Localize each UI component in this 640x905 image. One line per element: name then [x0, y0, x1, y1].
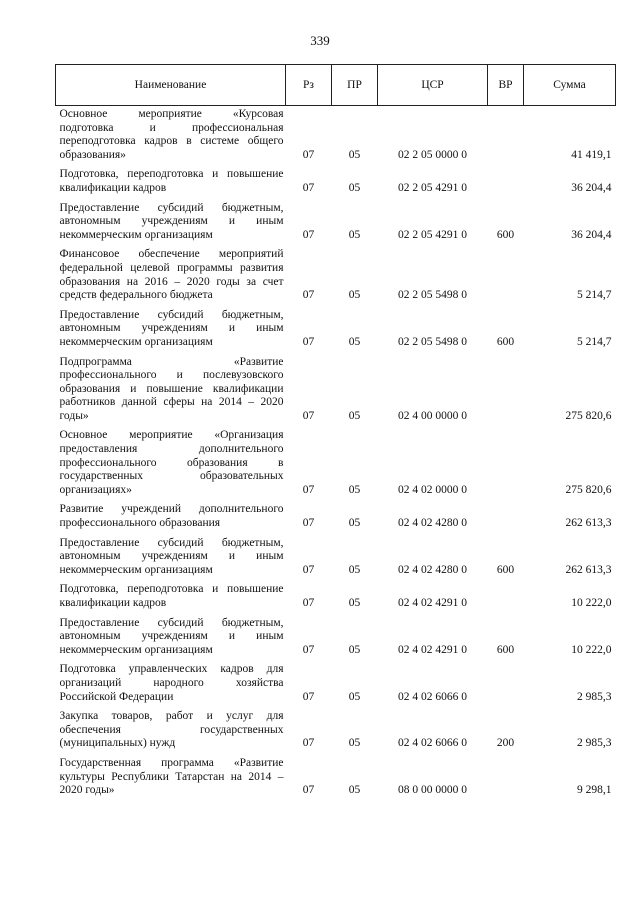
row-sum: 5 214,7: [577, 335, 612, 348]
header-sum: Сумма: [524, 65, 616, 106]
row-rz: 07: [302, 148, 315, 161]
row-sum: 2 985,3: [577, 737, 612, 750]
row-pr: 05: [348, 483, 361, 496]
row-sum: 36 204,4: [571, 181, 612, 194]
header-csr: ЦСР: [378, 65, 488, 106]
table-row: [56, 661, 616, 708]
row-sum: 9 298,1: [577, 784, 612, 797]
table-row: [56, 166, 616, 199]
row-rz: 07: [302, 228, 315, 241]
row-rz: 07: [302, 483, 315, 496]
row-rz: 07: [302, 784, 315, 797]
row-pr: 05: [348, 148, 361, 161]
header-rz: Рз: [286, 65, 332, 106]
row-csr: 02 4 02 4291 0: [398, 597, 467, 609]
row-pr: 05: [348, 643, 361, 656]
row-csr: 02 2 05 4291 0: [398, 228, 467, 241]
row-rz: 07: [302, 563, 315, 576]
row-csr: 02 4 02 6066 0: [398, 690, 467, 703]
row-vr: [488, 246, 524, 306]
header-pr: ПР: [332, 65, 378, 106]
table-row: [56, 755, 616, 802]
row-rz: 07: [302, 737, 315, 750]
row-rz: 07: [302, 690, 315, 703]
row-rz: 07: [302, 597, 315, 609]
header-vr: ВР: [488, 65, 524, 106]
row-sum: 275 820,6: [565, 483, 612, 496]
row-name: Предоставление субсидий бюджетным, автономным учреждениям и иным некоммерческим организациям: [59, 536, 284, 576]
row-vr: [488, 354, 524, 428]
row-name: Предоставление субсидий бюджетным, автономным учреждениям и иным некоммерческим организациям: [59, 616, 284, 656]
row-name: Подготовка управленческих кадров для организаций народного хозяйства Российской Федерации: [59, 663, 284, 703]
row-rz: 07: [302, 181, 315, 194]
row-vr: 600: [496, 643, 515, 656]
table-row: [56, 535, 616, 582]
row-csr: 02 2 05 5498 0: [398, 335, 467, 348]
row-vr: [488, 661, 524, 708]
row-sum: 262 613,3: [565, 563, 612, 576]
row-csr: 02 4 02 4280 0: [398, 563, 467, 576]
row-pr: 05: [348, 517, 361, 530]
row-csr: 02 4 02 4280 0: [398, 517, 467, 530]
row-sum: 10 222,0: [571, 643, 612, 656]
row-csr: 02 4 00 0000 0: [398, 409, 467, 422]
row-pr: 05: [348, 690, 361, 703]
page-number: 339: [310, 33, 330, 48]
row-pr: 05: [348, 597, 361, 609]
table-row: [56, 200, 616, 247]
table-header: [56, 65, 616, 106]
row-vr: [488, 166, 524, 199]
row-vr: [488, 427, 524, 501]
row-pr: 05: [348, 563, 361, 576]
row-name: Предоставление субсидий бюджетным, автономным учреждениям и иным некоммерческим организациям: [59, 201, 284, 241]
row-name: Финансовое обеспечение мероприятий федеральной целевой программы развития образования на 2016 – 2020 годы за счет средств федерального бюджета: [59, 248, 284, 302]
row-csr: 02 4 02 6066 0: [398, 737, 467, 750]
row-name: Развитие учреждений дополнительного профессионального образования: [59, 503, 284, 530]
row-pr: 05: [348, 409, 361, 422]
row-vr: [488, 755, 524, 802]
row-csr: 02 4 02 0000 0: [398, 483, 467, 496]
row-vr: 600: [496, 335, 515, 348]
table-row: [56, 106, 616, 167]
row-pr: 05: [348, 289, 361, 302]
row-pr: 05: [348, 181, 361, 194]
row-sum: 275 820,6: [565, 409, 612, 422]
row-vr: [488, 581, 524, 614]
row-vr: [488, 106, 524, 167]
row-name: Предоставление субсидий бюджетным, автономным учреждениям и иным некоммерческим организациям: [59, 308, 284, 348]
row-csr: 02 4 02 4291 0: [398, 643, 467, 656]
row-sum: 36 204,4: [571, 228, 612, 241]
row-pr: 05: [348, 737, 361, 750]
row-vr: 600: [496, 228, 515, 241]
row-rz: 07: [302, 643, 315, 656]
table-row: [56, 615, 616, 662]
row-csr: 02 2 05 5498 0: [398, 289, 467, 302]
row-sum: 41 419,1: [571, 148, 612, 161]
row-sum: 262 613,3: [565, 517, 612, 530]
row-pr: 05: [348, 228, 361, 241]
row-name: Подготовка, переподготовка и повышение квалификации кадров: [59, 168, 284, 194]
row-sum: 5 214,7: [577, 289, 612, 302]
row-rz: 07: [302, 335, 315, 348]
row-csr: 02 2 05 4291 0: [398, 181, 467, 194]
row-csr: 08 0 00 0000 0: [398, 784, 467, 797]
table-row: [56, 427, 616, 501]
row-rz: 07: [302, 517, 315, 530]
table-row: [56, 501, 616, 534]
row-sum: 10 222,0: [571, 597, 612, 609]
table-row: [56, 708, 616, 755]
row-name: Подготовка, переподготовка и повышение квалификации кадров: [59, 583, 284, 609]
header-name: Наименование: [56, 65, 286, 106]
row-rz: 07: [302, 289, 315, 302]
row-sum: 2 985,3: [577, 690, 612, 703]
row-name: Закупка товаров, работ и услуг для обеспечения государственных (муниципальных) нужд: [59, 710, 284, 750]
row-rz: 07: [302, 409, 315, 422]
table-body: [56, 106, 616, 802]
table-row: [56, 307, 616, 354]
row-pr: 05: [348, 335, 361, 348]
table-row: [56, 581, 616, 614]
row-name: Государственная программа «Развитие культуры Республики Татарстан на 2014 – 2020 годы»: [59, 756, 284, 797]
row-vr: 200: [496, 737, 515, 750]
table-row: [56, 246, 616, 306]
row-pr: 05: [348, 784, 361, 797]
row-vr: [488, 501, 524, 534]
table-row: [56, 354, 616, 428]
budget-table: [55, 64, 616, 802]
row-csr: 02 2 05 0000 0: [398, 148, 467, 161]
row-vr: 600: [496, 563, 515, 576]
row-name: Основное мероприятие «Курсовая подготовка и профессиональная переподготовка кадров в системе общего образования»: [59, 108, 284, 161]
row-name: Подпрограмма «Развитие профессионального и послевузовского образования и повышение квалификации работников данной сферы на 2014 – 2020 годы»: [59, 355, 284, 422]
row-name: Основное мероприятие «Организация предоставления дополнительного профессионального образования в государственных образовательных организациях»: [59, 429, 284, 496]
